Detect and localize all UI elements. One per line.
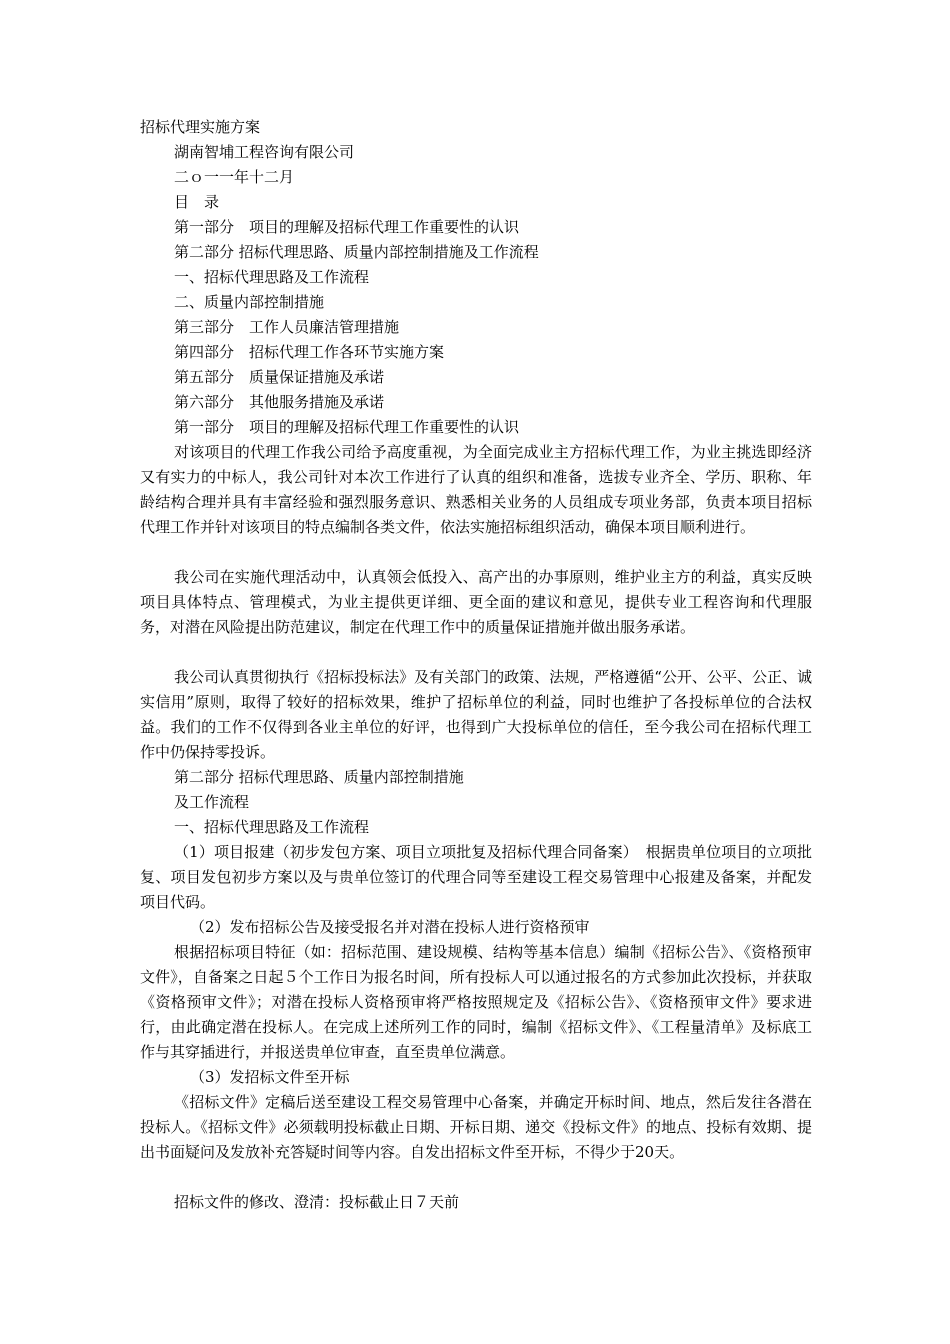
toc-heading: 目 录 [174,193,220,211]
step-paragraph: 根据招标项目特征（如：招标范围、建设规模、结构等基本信息）编制《招标公告》、《资格预审文件》，自备案之日起５个工作日为报名时间，所有投标人可以通过报名的方式参加此次投标，并获取《资格预审文件》；对潜在投标人资格预审将严格按照规定及《招标公告》、《资格预审文件》要求进行，由此确定潜在投标人。在完成上述所列工作的同时，编制《招标文件》、《工程量清单》及标底工作与其穿插进行，并报送贵单位审查，直至贵单位满意。 [140,943,812,1061]
document-date: 二ｏ一一年十二月 [174,168,295,186]
toc-item: 第二部分 招标代理思路、质量内部控制措施及工作流程 [174,243,539,261]
toc-item: 二、质量内部控制措施 [174,293,325,311]
toc-item: 一、招标代理思路及工作流程 [174,268,370,286]
body-paragraph: 我公司认真贯彻执行《招标投标法》及有关部门的政策、法规，严格遵循“公开、公平、公正、诚实信用”原则，取得了较好的招标效果，维护了招标单位的利益，同时也维护了各投标单位的合法权益。我们的工作不仅得到各业主单位的好评，也得到广大投标单位的信任，至今我公司在招标代理工作中仍保持零投诉。 [140,668,812,761]
toc-item: 第五部分 质量保证措施及承诺 [174,368,385,386]
body-paragraph: 我公司在实施代理活动中，认真领会低投入、高产出的办事原则，维护业主方的利益，真实反映项目具体特点、管理模式，为业主提供更详细、更全面的建议和意见，提供专业工程咨询和代理服务，对潜在风险提出防范建议，制定在代理工作中的质量保证措施并做出服务承诺。 [140,568,812,636]
toc-item: 第三部分 工作人员廉洁管理措施 [174,318,400,336]
section-heading: 一、招标代理思路及工作流程 [174,818,370,836]
toc-item: 第六部分 其他服务措施及承诺 [174,393,385,411]
part2-heading: 第二部分 招标代理思路、质量内部控制措施 [174,768,464,786]
part1-heading: 第一部分 项目的理解及招标代理工作重要性的认识 [174,418,520,436]
last-line: 招标文件的修改、澄清：投标截止日７天前 [174,1193,460,1211]
document-title: 招标代理实施方案 [140,118,261,136]
step-heading: （3）发招标文件至开标 [190,1068,350,1086]
step-heading: （2）发布招标公告及接受报名并对潜在投标人进行资格预审 [190,918,590,936]
step-paragraph: 《招标文件》定稿后送至建设工程交易管理中心备案，并确定开标时间、地点，然后发往各潜在投标人。《招标文件》必须载明投标截止日期、开标日期、递交《投标文件》的地点、投标有效期、提出书面疑问及发放补充答疑时间等内容。自发出招标文件至开标，不得少于20天。 [140,1093,812,1161]
body-paragraph: 对该项目的代理工作我公司给予高度重视，为全面完成业主方招标代理工作，为业主挑选即经济又有实力的中标人，我公司针对本次工作进行了认真的组织和准备，选拔专业齐全、学历、职称、年龄结构合理并具有丰富经验和强烈服务意识、熟悉相关业务的人员组成专项业务部，负责本项目招标代理工作并针对该项目的特点编制各类文件，依法实施招标组织活动，确保本项目顺利进行。 [140,443,812,536]
toc-item: 第四部分 招标代理工作各环节实施方案 [174,343,445,361]
toc-item: 第一部分 项目的理解及招标代理工作重要性的认识 [174,218,520,236]
company-name: 湖南智埔工程咨询有限公司 [174,143,355,161]
part2-heading-continued: 及工作流程 [174,793,250,811]
step-paragraph: （1）项目报建（初步发包方案、项目立项批复及招标代理合同备案） 根据贵单位项目的立项批复、项目发包初步方案以及与贵单位签订的代理合同等至建设工程交易管理中心报建及备案，并配发项目代码。 [140,843,812,911]
